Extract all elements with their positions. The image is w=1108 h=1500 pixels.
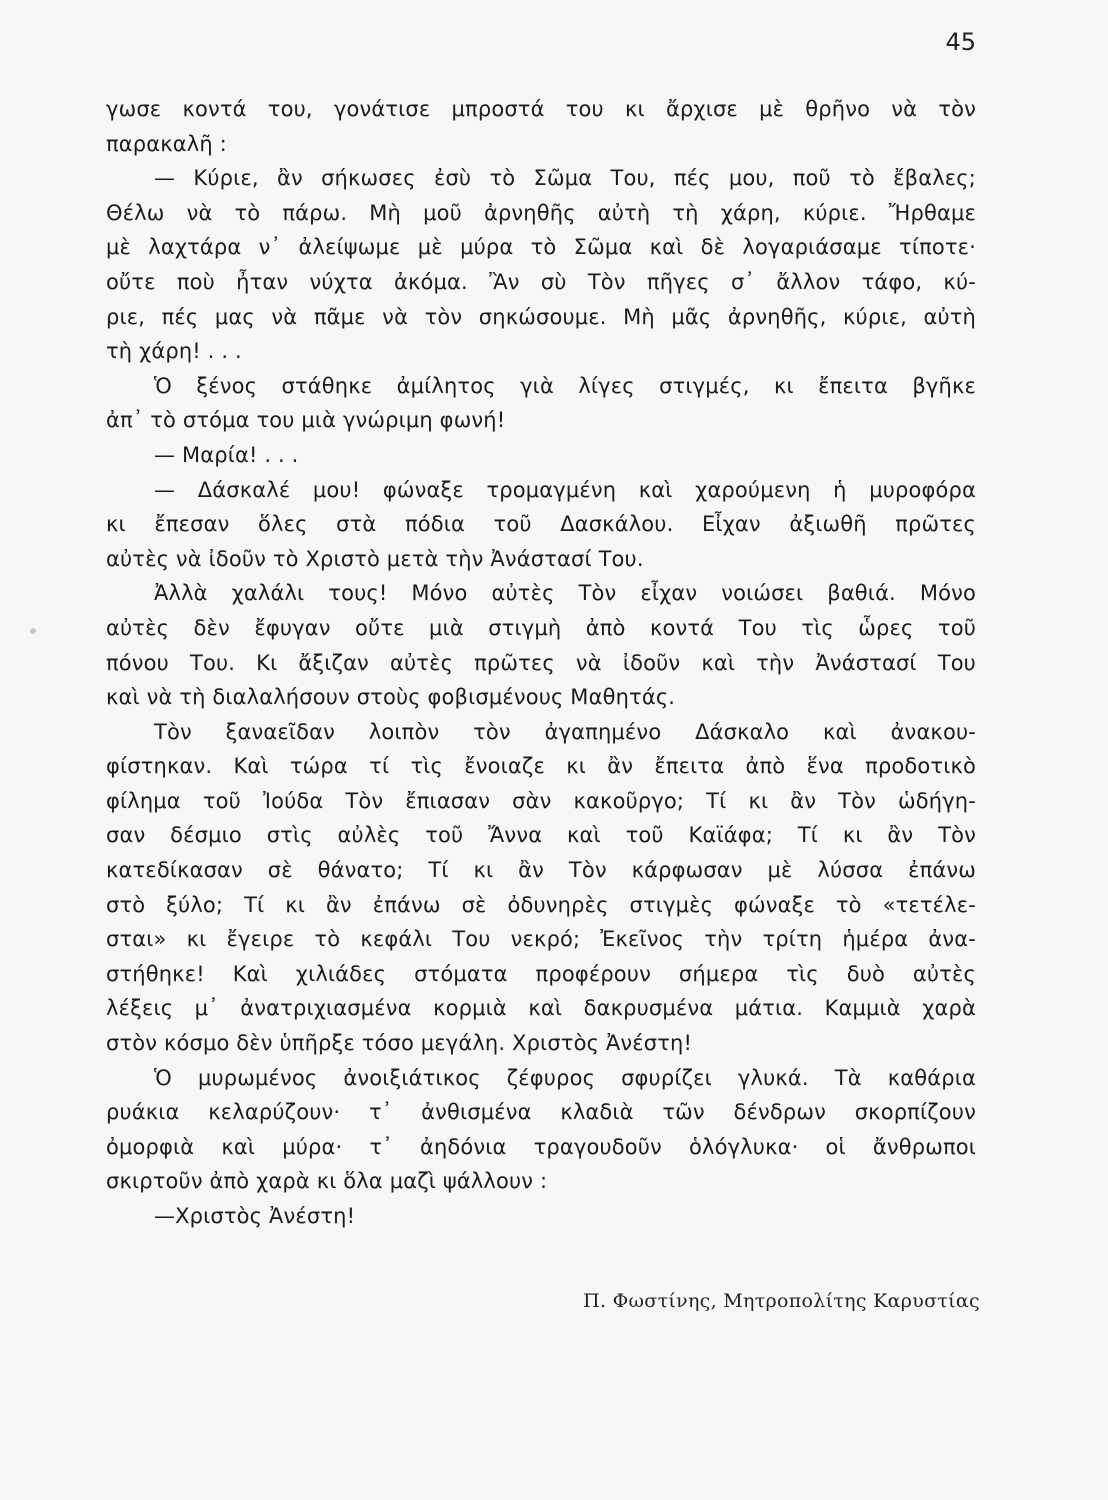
body-text — [106, 92, 976, 1234]
text-line: Ἀλλὰ χαλάλι τους! Μόνο αὐτὲς Τὸν εἶχαν νοιώσει βαθιά. Μόνο — [154, 581, 976, 606]
text-line: — Κύριε, ἂν σήκωσες ἐσὺ τὸ Σῶμα Του, πές μου, ποῦ τὸ ἔβαλες; — [154, 166, 976, 191]
text-line: γωσε κοντά του, γονάτισε μπροστά του κι ἄρχισε μὲ θρῆνο νὰ τὸν — [106, 97, 976, 121]
scan-speck — [30, 628, 36, 634]
text-line: ριε, πές μας νὰ πᾶμε νὰ τὸν σηκώσουμε. Μὴ μᾶς ἀρνηθῆς, κύριε, αὐτὴ — [106, 304, 976, 329]
text-line: σαν δέσμιο στὶς αὐλὲς τοῦ Ἄννα καὶ τοῦ Καϊάφα; Τί κι ἂν Τὸν — [106, 823, 976, 848]
text-line: καὶ νὰ τὴ διαλαλήσουν στοὺς φοβισμένους Μαθητάς. — [106, 685, 676, 710]
text-line: Ὁ ξένος στάθηκε ἀμίλητος γιὰ λίγες στιγμές, κι ἔπειτα βγῆκε — [154, 373, 976, 398]
text-line: οὔτε ποὺ ἦταν νύχτα ἀκόμα. Ἂν σὺ Τὸν πῆγες σ᾽ ἄλλον τάφο, κύ- — [106, 269, 976, 294]
text-line: ἀπ᾽ τὸ στόμα του μιὰ γνώριμη φωνή! — [106, 408, 506, 433]
text-line: κατεδίκασαν σὲ θάνατο; Τί κι ἂν Τὸν κάρφωσαν μὲ λύσσα ἐπάνω — [106, 858, 976, 883]
text-line: φίστηκαν. Καὶ τώρα τί τὶς ἔνοιαζε κι ἂν ἔπειτα ἀπὸ ἕνα προδοτικὸ — [106, 754, 976, 779]
text-line: Τὸν ξαναεῖδαν λοιπὸν τὸν ἀγαπημένο Δάσκαλο καὶ ἀνακου- — [154, 719, 976, 744]
text-line: ὀμορφιὰ καὶ μύρα· τ᾽ ἀηδόνια τραγουδοῦν ὁλόγλυκα· οἱ ἄνθρωποι — [106, 1134, 976, 1159]
text-line: — Δάσκαλέ μου! φώναξε τρομαγμένη καὶ χαρούμενη ἡ μυροφόρα — [154, 477, 976, 502]
text-line: σκιρτοῦν ἀπὸ χαρὰ κι ὅλα μαζὶ ψάλλουν : — [106, 1169, 548, 1194]
text-line: λέξεις μ᾽ ἀνατριχιασμένα κορμιὰ καὶ δακρυσμένα μάτια. Καμμιὰ χαρὰ — [106, 996, 976, 1021]
text-line: αὐτὲς δὲν ἔφυγαν οὔτε μιὰ στιγμὴ ἀπὸ κοντά Του τὶς ὧρες τοῦ — [106, 615, 976, 640]
author-signature: Π. Φωστίνης, Μητροπολίτης Καρυστίας — [583, 1290, 980, 1312]
text-line: στὸν κόσμο δὲν ὑπῆρξε τόσο μεγάλη. Χριστὸς Ἀνέστη! — [106, 1031, 693, 1056]
text-line: αὐτὲς νὰ ἰδοῦν τὸ Χριστὸ μετὰ τὴν Ἀνάστασί Του. — [106, 546, 644, 571]
page-number: 45 — [945, 28, 976, 56]
text-line: στήθηκε! Καὶ χιλιάδες στόματα προφέρουν σήμερα τὶς δυὸ αὐτὲς — [106, 961, 976, 986]
text-line: στὸ ξύλο; Τί κι ἂν ἐπάνω σὲ ὀδυνηρὲς στιγμὲς φώναξε τὸ «τετέλε- — [106, 892, 976, 917]
text-line: τὴ χάρη! . . . — [106, 339, 242, 364]
text-line: Θέλω νὰ τὸ πάρω. Μὴ μοῦ ἀρνηθῆς αὐτὴ τὴ χάρη, κύριε. Ἤρθαμε — [106, 200, 976, 225]
text-line: σται» κι ἔγειρε τὸ κεφάλι Του νεκρό; Ἐκεῖνος τὴν τρίτη ἡμέρα ἀνα- — [106, 927, 976, 952]
text-line: —Χριστὸς Ἀνέστη! — [154, 1204, 356, 1228]
text-line: μὲ λαχτάρα ν᾽ ἀλείψωμε μὲ μύρα τὸ Σῶμα καὶ δὲ λογαριάσαμε τίποτε· — [106, 235, 976, 260]
text-line: Ὁ μυρωμένος ἀνοιξιάτικος ζέφυρος σφυρίζει γλυκά. Τὰ καθάρια — [154, 1065, 976, 1090]
text-line: παρακαλῆ : — [106, 131, 227, 156]
text-line: ρυάκια κελαρύζουν· τ᾽ ἀνθισμένα κλαδιὰ τῶν δένδρων σκορπίζουν — [106, 1100, 976, 1125]
text-line: φίλημα τοῦ Ἰούδα Τὸν ἔπιασαν σὰν κακοῦργο; Τί κι ἂν Τὸν ὡδήγη- — [106, 788, 976, 813]
text-line: — Μαρία! . . . — [154, 442, 299, 467]
text-line: πόνου Του. Κι ἄξιζαν αὐτὲς πρῶτες νὰ ἰδοῦν καὶ τὴν Ἀνάστασί Του — [106, 650, 976, 675]
text-line: κι ἔπεσαν ὅλες στὰ πόδια τοῦ Δασκάλου. Εἶχαν ἀξιωθῆ πρῶτες — [106, 512, 976, 537]
